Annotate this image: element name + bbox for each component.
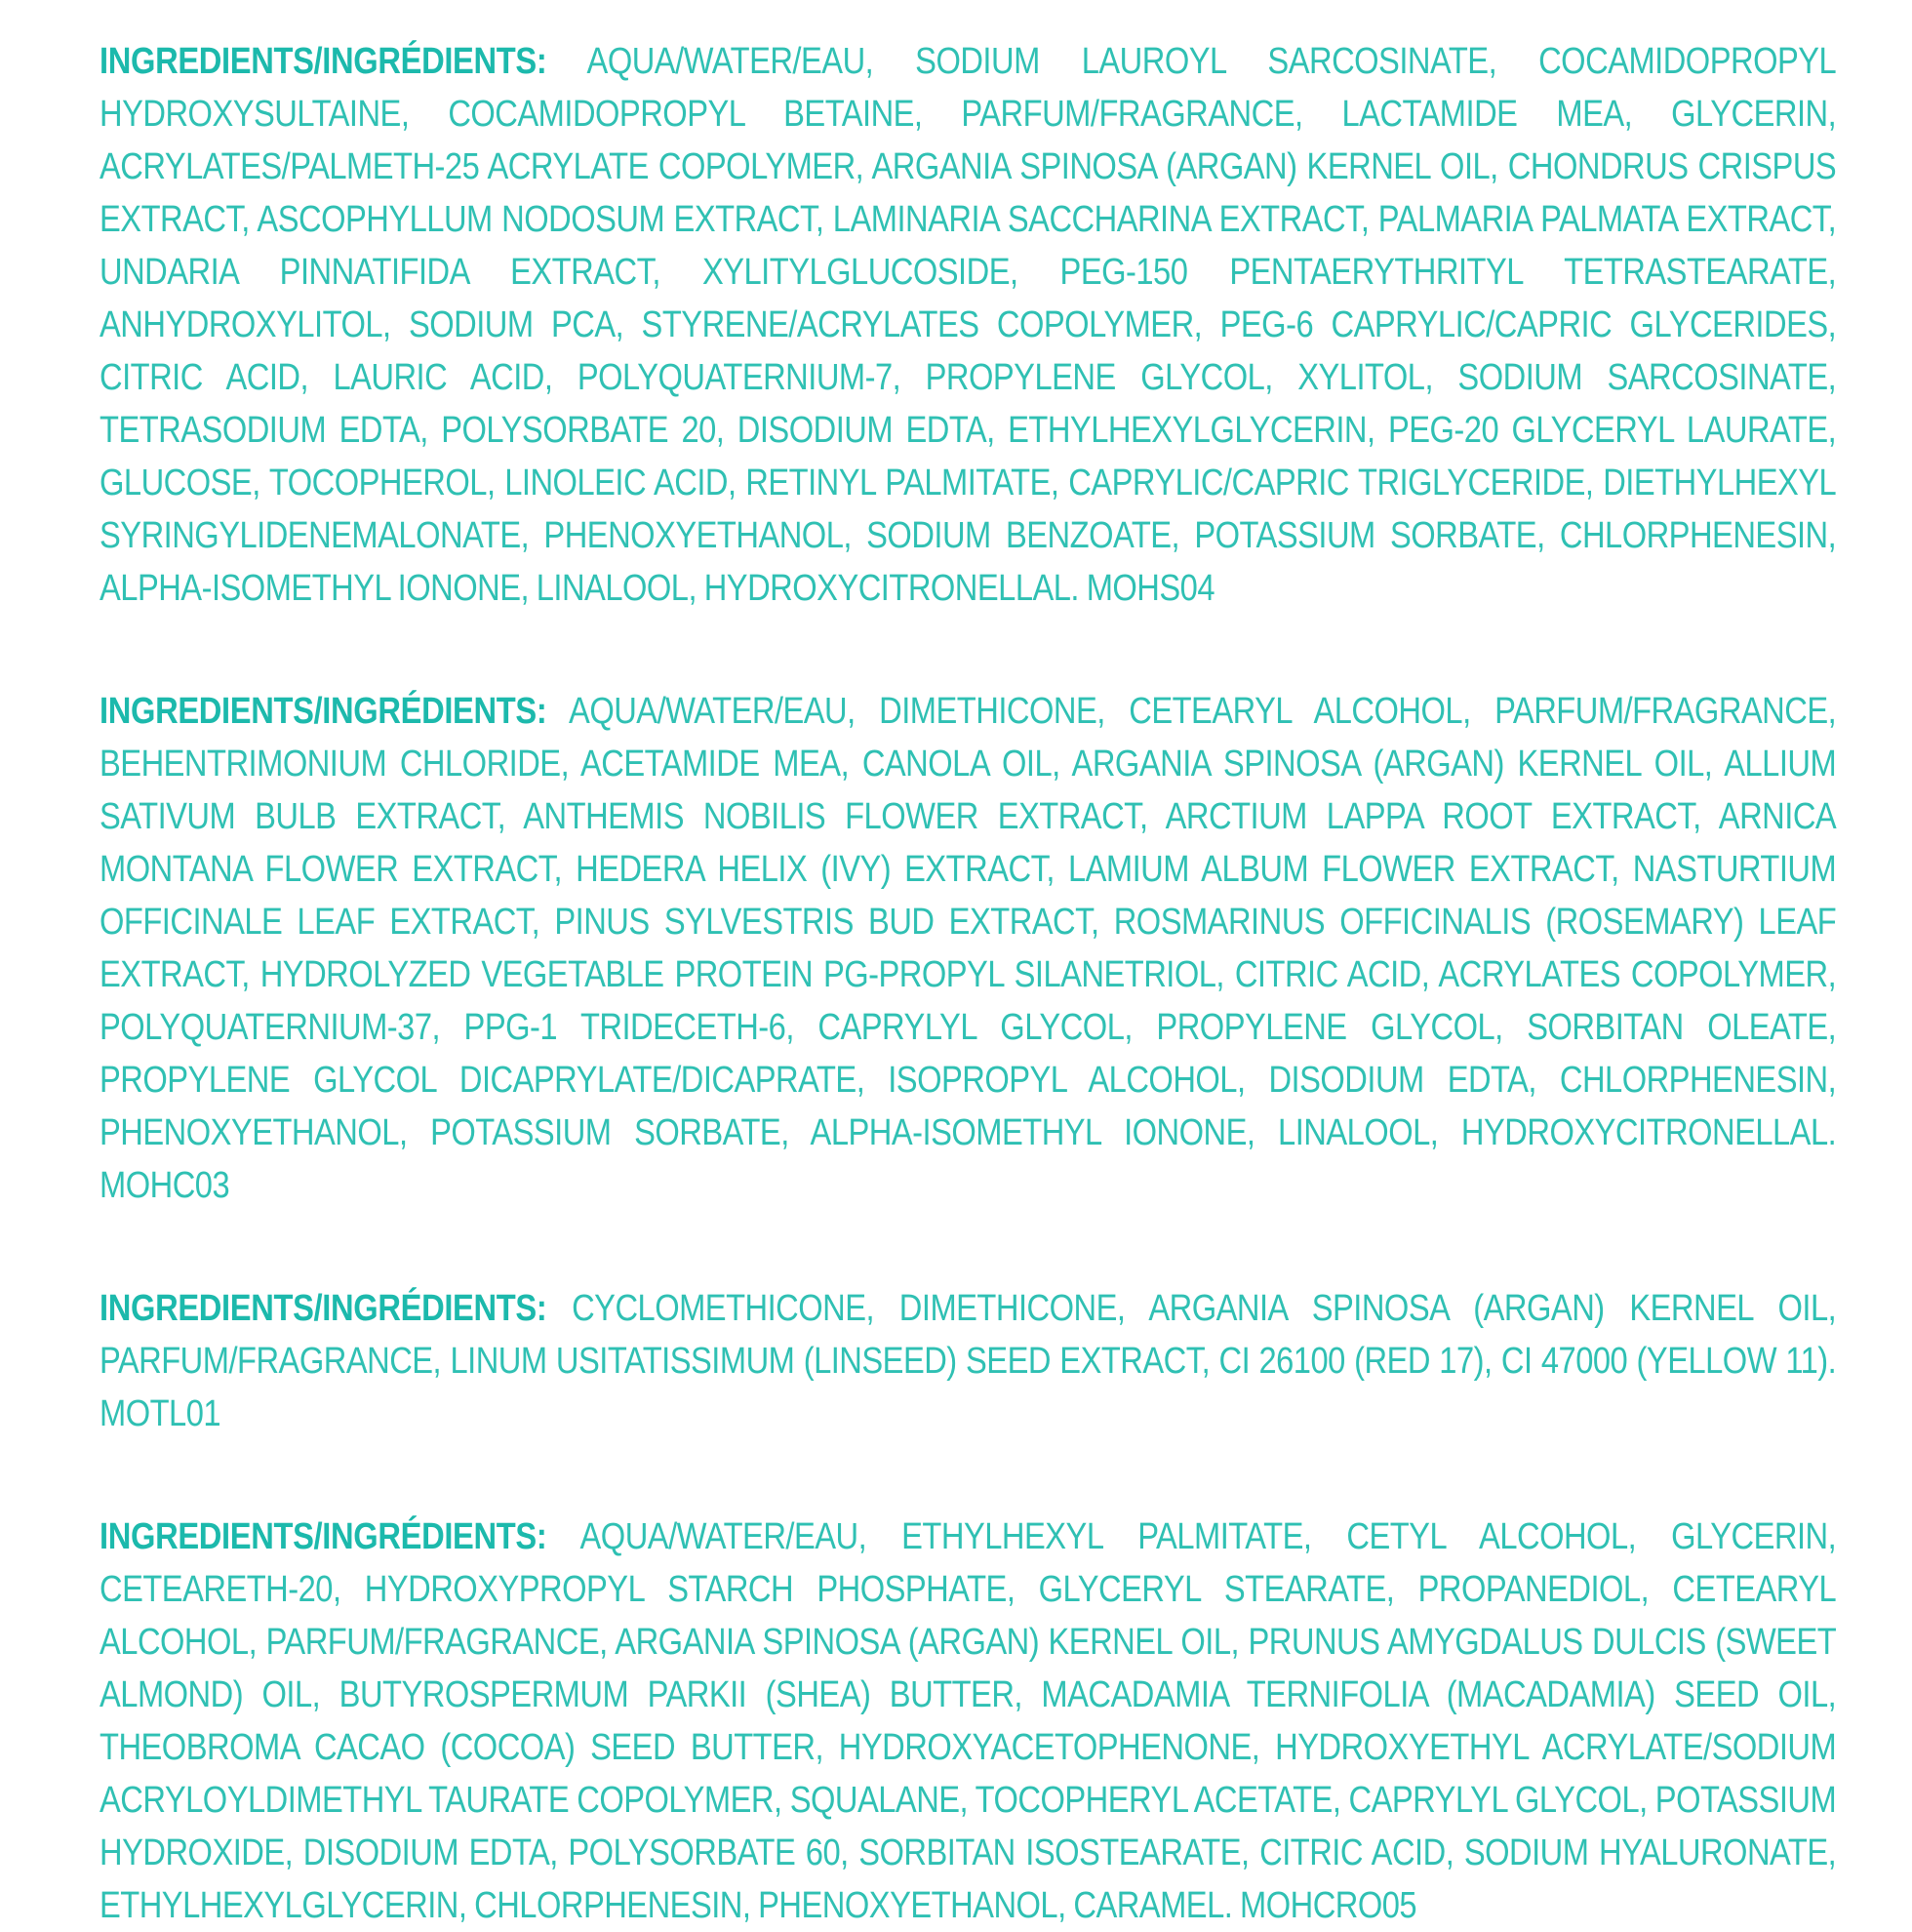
ingredients-heading: INGREDIENTS/INGRÉDIENTS: [100,41,547,82]
ingredients-sheet [100,35,1836,1932]
ingredients-text: AQUA/WATER/EAU, SODIUM LAUROYL SARCOSINATE, COCAMIDOPROPYL HYDROXYSULTAINE, COCAMIDOPROPYL BETAINE, PARFUM/FRAGRANCE, LACTAMIDE MEA, GLYCERIN, ACRYLATES/PALMETH-25 ACRYLATE COPOLYMER, ARGANIA SPINOSA (ARGAN) KERNEL OIL, CHONDRUS CRISPUS EXTRACT, ASCOPHYLLUM NODOSUM EXTRACT, LAMINARIA SACCHARINA EXTRACT, PALMARIA PALMATA EXTRACT, UNDARIA PINNATIFIDA EXTRACT, XYLITYLGLUCOSIDE, PEG-150 PENTAERYTHRITYL TETRASTEARATE, ANHYDROXYLITOL, SODIUM PCA, STYRENE/ACRYLATES COPOLYMER, PEG-6 CAPRYLIC/CAPRIC GLYCERIDES, CITRIC ACID, LAURIC ACID, POLYQUATERNIUM-7, PROPYLENE GLYCOL, XYLITOL, SODIUM SARCOSINATE, TETRASODIUM EDTA, POLYSORBATE 20, DISODIUM EDTA, ETHYLHEXYLGLYCERIN, PEG-20 GLYCERYL LAURATE, GLUCOSE, TOCOPHEROL, LINOLEIC ACID, RETINYL PALMITATE, CAPRYLIC/CAPRIC TRIGLYCERIDE, DIETHYLHEXYL SYRINGYLIDENEMALONATE, PHENOXYETHANOL, SODIUM BENZOATE, POTASSIUM SORBATE, CHLORPHENESIN, ALPHA-ISOMETHYL IONONE, LINALOOL, HYDROXYCITRONELLAL. MOHS04 [100,41,1837,609]
ingredients-text: AQUA/WATER/EAU, DIMETHICONE, CETEARYL ALCOHOL, PARFUM/FRAGRANCE, BEHENTRIMONIUM CHLORIDE, ACETAMIDE MEA, CANOLA OIL, ARGANIA SPINOSA (ARGAN) KERNEL OIL, ALLIUM SATIVUM BULB EXTRACT, ANTHEMIS NOBILIS FLOWER EXTRACT, ARCTIUM LAPPA ROOT EXTRACT, ARNICA MONTANA FLOWER EXTRACT, HEDERA HELIX (IVY) EXTRACT, LAMIUM ALBUM FLOWER EXTRACT, NASTURTIUM OFFICINALE LEAF EXTRACT, PINUS SYLVESTRIS BUD EXTRACT, ROSMARINUS OFFICINALIS (ROSEMARY) LEAF EXTRACT, HYDROLYZED VEGETABLE PROTEIN PG-PROPYL SILANETRIOL, CITRIC ACID, ACRYLATES COPOLYMER, POLYQUATERNIUM-37, PPG-1 TRIDECETH-6, CAPRYLYL GLYCOL, PROPYLENE GLYCOL, SORBITAN OLEATE, PROPYLENE GLYCOL DICAPRYLATE/DICAPRATE, ISOPROPYL ALCOHOL, DISODIUM EDTA, CHLORPHENESIN, PHENOXYETHANOL, POTASSIUM SORBATE, ALPHA-ISOMETHYL IONONE, LINALOOL, HYDROXYCITRONELLAL. MOHC03 [100,691,1837,1206]
ingredients-heading: INGREDIENTS/INGRÉDIENTS: [100,1516,547,1557]
ingredients-heading: INGREDIENTS/INGRÉDIENTS: [100,691,547,732]
ingredients-text: CYCLOMETHICONE, DIMETHICONE, ARGANIA SPINOSA (ARGAN) KERNEL OIL, PARFUM/FRAGRANCE, LINUM USITATISSIMUM (LINSEED) SEED EXTRACT, CI 26100 (RED 17), CI 47000 (YELLOW 11). MOTL01 [100,1288,1837,1434]
ingredient-list-conditioner [100,685,1836,1212]
ingredients-text: AQUA/WATER/EAU, ETHYLHEXYL PALMITATE, CETYL ALCOHOL, GLYCERIN, CETEARETH-20, HYDROXYPROPYL STARCH PHOSPHATE, GLYCERYL STEARATE, PROPANEDIOL, CETEARYL ALCOHOL, PARFUM/FRAGRANCE, ARGANIA SPINOSA (ARGAN) KERNEL OIL, PRUNUS AMYGDALUS DULCIS (SWEET ALMOND) OIL, BUTYROSPERMUM PARKII (SHEA) BUTTER, MACADAMIA TERNIFOLIA (MACADAMIA) SEED OIL, THEOBROMA CACAO (COCOA) SEED BUTTER, HYDROXYACETOPHENONE, HYDROXYETHYL ACRYLATE/SODIUM ACRYLOYLDIMETHYL TAURATE COPOLYMER, SQUALANE, TOCOPHERYL ACETATE, CAPRYLYL GLYCOL, POTASSIUM HYDROXIDE, DISODIUM EDTA, POLYSORBATE 60, SORBITAN ISOSTEARATE, CITRIC ACID, SODIUM HYALURONATE, ETHYLHEXYLGLYCERIN, CHLORPHENESIN, PHENOXYETHANOL, CARAMEL. MOHCRO05 [100,1516,1837,1926]
ingredient-list-shampoo [100,35,1836,615]
ingredient-list-treatment [100,1282,1836,1440]
ingredient-list-hand-cream [100,1510,1836,1932]
ingredients-heading: INGREDIENTS/INGRÉDIENTS: [100,1288,547,1329]
